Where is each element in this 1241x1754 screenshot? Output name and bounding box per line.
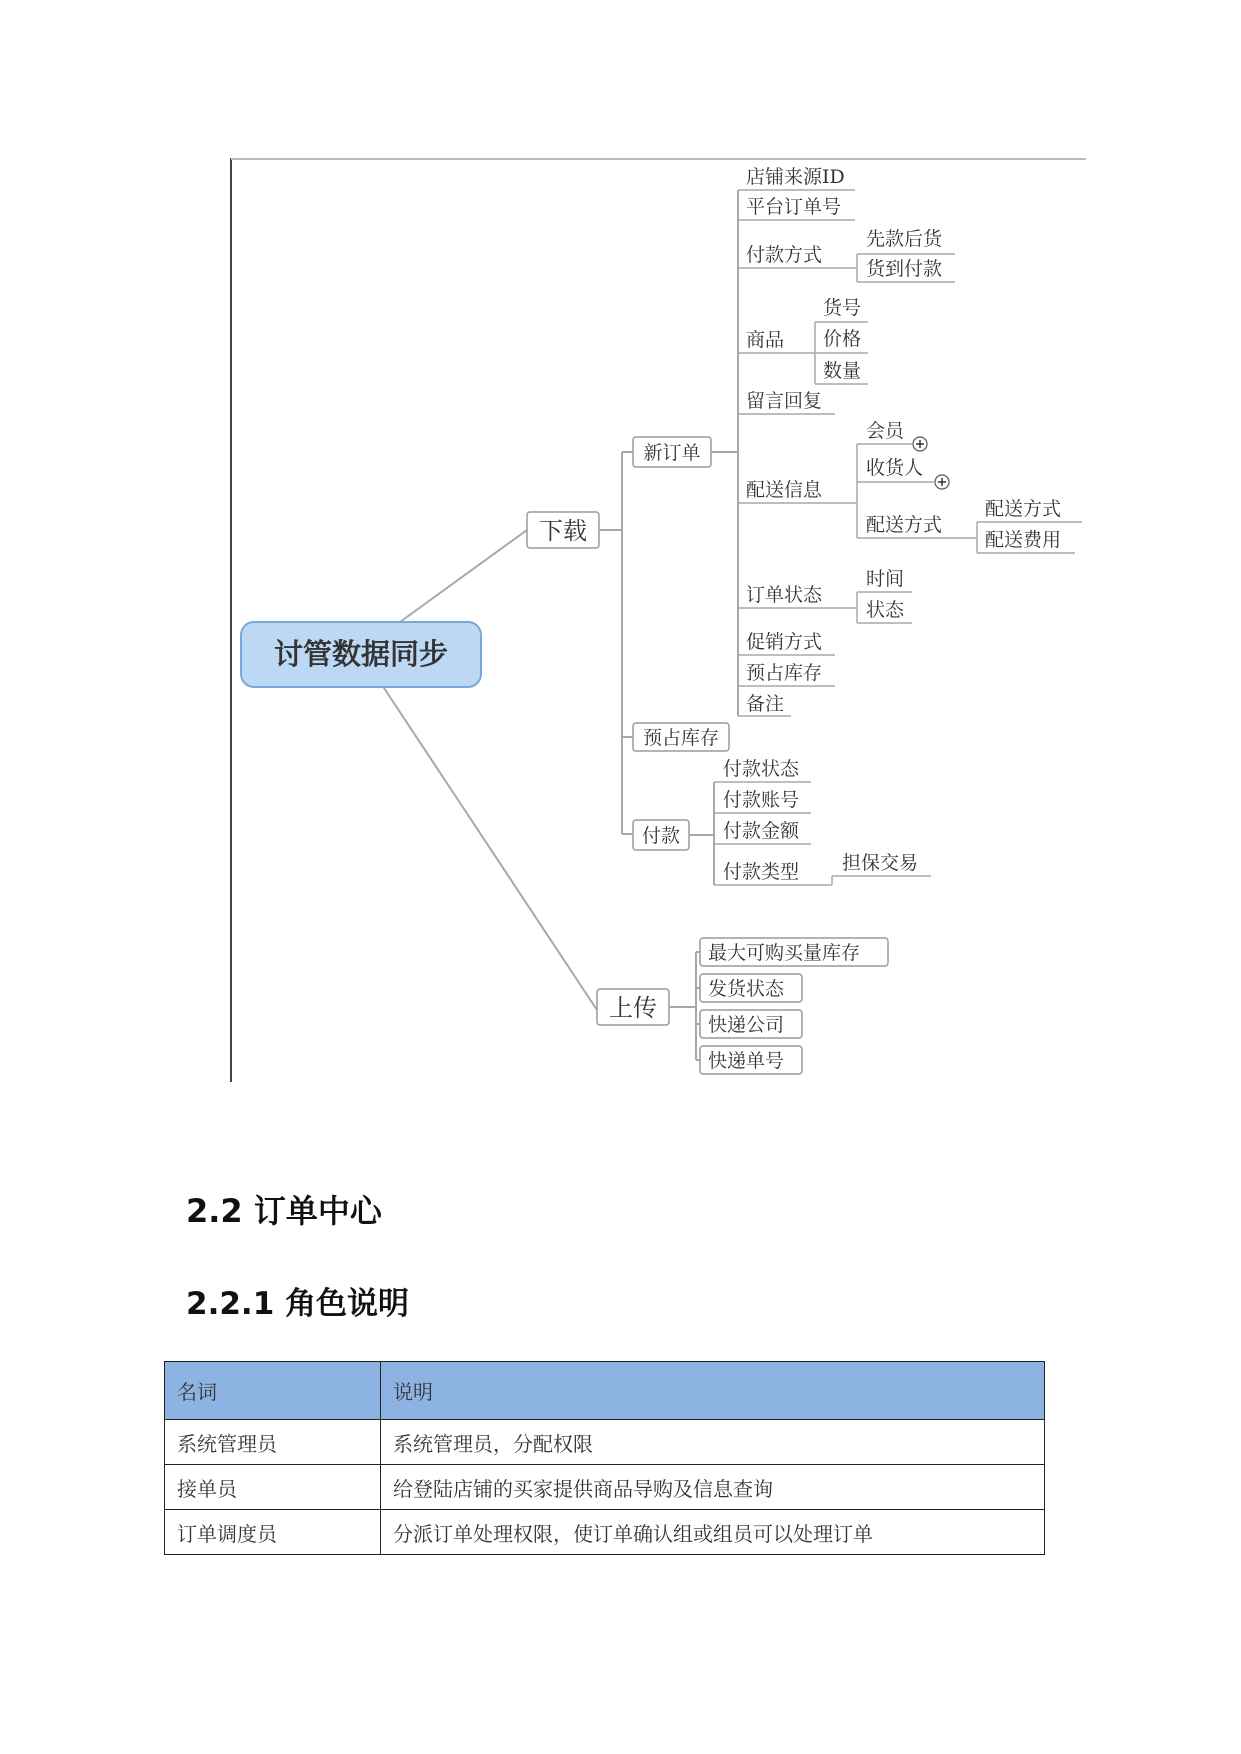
- node-download-label: 下载: [539, 517, 587, 545]
- subsection-heading: [186, 1278, 409, 1323]
- leaf-reserved-stock: 预占库存: [746, 662, 823, 684]
- header-term: 名词: [165, 1362, 381, 1420]
- leaf-prepay: 先款后货: [866, 228, 943, 250]
- leaf-time: 时间: [866, 568, 905, 590]
- table-row: [165, 1465, 1045, 1510]
- leaf-delivery-fee: 配送费用: [985, 529, 1062, 551]
- leaf-delivery-type: 配送方式: [985, 498, 1062, 520]
- node-upload-label: 上传: [609, 994, 657, 1022]
- section-heading: [186, 1186, 382, 1232]
- leaf-payment-type: 付款类型: [723, 861, 800, 883]
- table-header-row: [165, 1362, 1045, 1420]
- subsection-title: 角色说明: [285, 1286, 410, 1322]
- leaf-shipping-status: 发货状态: [708, 978, 785, 1000]
- section-title: 订单中心: [253, 1192, 382, 1230]
- leaf-cod: 货到付款: [866, 258, 943, 280]
- header-description: 说明: [381, 1362, 1045, 1420]
- table-row: [165, 1420, 1045, 1465]
- role-description: 分派订单处理权限，使订单确认组或组员可以处理订单: [381, 1510, 1045, 1555]
- leaf-message-reply: 留言回复: [746, 390, 823, 412]
- leaf-delivery-info: 配送信息: [746, 479, 823, 501]
- node-payment-label: 付款: [641, 825, 681, 847]
- leaf-payment-account: 付款账号: [723, 789, 800, 811]
- role-table: [164, 1361, 1045, 1555]
- link-root-download: [400, 530, 527, 622]
- root-label: 讨管数据同步: [273, 637, 449, 671]
- leaf-delivery-method: 配送方式: [866, 514, 943, 536]
- leaf-receiver: 收货人: [866, 457, 924, 479]
- leaf-payment-status: 付款状态: [723, 758, 800, 780]
- leaf-shop-source-id: 店铺来源ID: [746, 166, 845, 188]
- role-name: 接单员: [165, 1465, 381, 1510]
- leaf-platform-order-no: 平台订单号: [746, 196, 842, 218]
- subsection-number: 2.2.1: [186, 1286, 275, 1322]
- leaf-sku: 货号: [823, 297, 862, 319]
- leaf-max-stock: 最大可购买量库存: [708, 942, 861, 964]
- leaf-order-status: 订单状态: [746, 584, 823, 606]
- leaf-payment-amount: 付款金额: [723, 820, 800, 842]
- leaf-escrow: 担保交易: [842, 852, 919, 874]
- leaf-price: 价格: [823, 328, 862, 350]
- leaf-courier: 快递公司: [708, 1014, 785, 1036]
- node-new-order-label: 新订单: [643, 442, 701, 464]
- role-name: 系统管理员: [165, 1420, 381, 1465]
- leaf-promotion: 促销方式: [746, 631, 823, 653]
- leaf-tracking-no: 快递单号: [708, 1050, 785, 1072]
- section-number: 2.2: [186, 1192, 243, 1230]
- role-name: 订单调度员: [165, 1510, 381, 1555]
- leaf-quantity: 数量: [823, 360, 862, 382]
- leaf-remark: 备注: [746, 693, 785, 715]
- leaf-member: 会员: [866, 420, 905, 442]
- leaf-product: 商品: [746, 329, 785, 351]
- table-row: [165, 1510, 1045, 1555]
- leaf-status: 状态: [866, 599, 905, 621]
- leaf-payment-method: 付款方式: [746, 244, 823, 266]
- role-description: 给登陆店铺的买家提供商品导购及信息查询: [381, 1465, 1045, 1510]
- role-description: 系统管理员，分配权限: [381, 1420, 1045, 1465]
- link-root-upload: [382, 685, 597, 1010]
- node-reserved-stock-label: 预占库存: [642, 727, 720, 749]
